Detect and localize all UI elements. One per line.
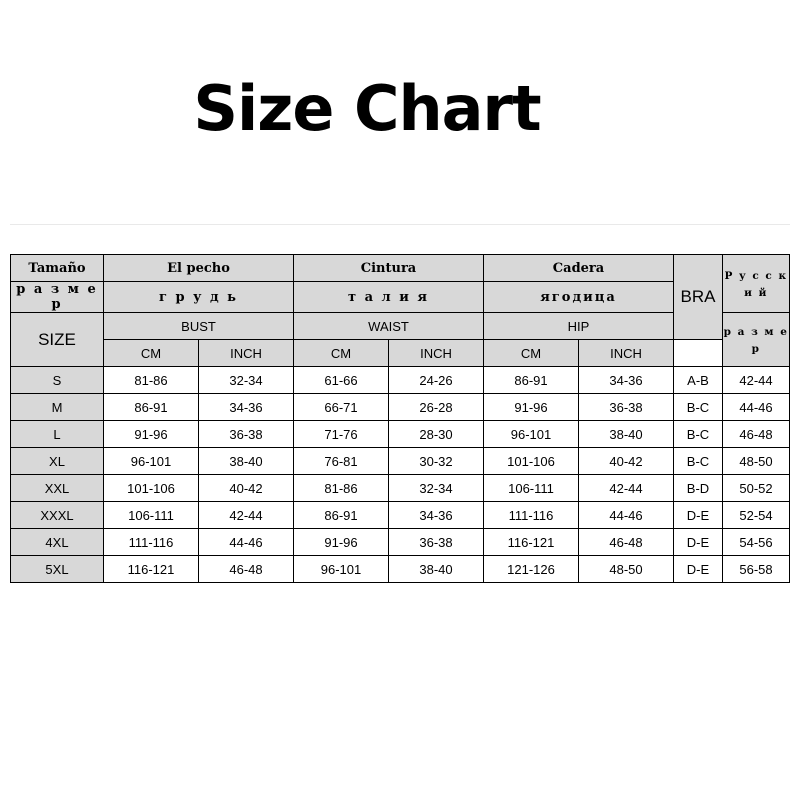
header-size-label: SIZE — [38, 329, 76, 349]
cell-size: S — [11, 367, 104, 394]
header-hip-inch: INCH — [579, 340, 674, 367]
table-row — [11, 475, 790, 502]
header-russian-title-label: P у с с к и й — [724, 270, 788, 299]
cell-bust-cm: 96-101 — [104, 448, 199, 475]
cell-bra: D-E — [674, 529, 723, 556]
cell-hip-cm: 116-121 — [484, 529, 579, 556]
cell-bust-cm: 91-96 — [104, 421, 199, 448]
table-row — [11, 394, 790, 421]
cell-bust-cm: 106-111 — [104, 502, 199, 529]
cell-waist-cm: 66-71 — [294, 394, 389, 421]
cell-hip-inch: 42-44 — [579, 475, 674, 502]
header-size-merge — [11, 313, 104, 367]
header-tamano: Tamaño — [11, 255, 104, 282]
cell-hip-cm: 106-111 — [484, 475, 579, 502]
cell-bust-cm: 86-91 — [104, 394, 199, 421]
cell-bra: A-B — [674, 367, 723, 394]
cell-waist-inch: 28-30 — [389, 421, 484, 448]
cell-waist-inch: 30-32 — [389, 448, 484, 475]
cell-hip-inch: 34-36 — [579, 367, 674, 394]
cell-rus: 54-56 — [723, 529, 790, 556]
cell-waist-cm: 76-81 — [294, 448, 389, 475]
cell-waist-cm: 96-101 — [294, 556, 389, 583]
cell-hip-cm: 101-106 — [484, 448, 579, 475]
cell-rus: 46-48 — [723, 421, 790, 448]
page-title-text: Size Chart — [193, 72, 541, 145]
cell-size: 5XL — [11, 556, 104, 583]
cell-bra: B-D — [674, 475, 723, 502]
table-row — [11, 367, 790, 394]
cell-hip-cm: 121-126 — [484, 556, 579, 583]
header-hip-cm: CM — [484, 340, 579, 367]
cell-waist-inch: 38-40 — [389, 556, 484, 583]
cell-hip-cm: 96-101 — [484, 421, 579, 448]
cell-waist-cm: 91-96 — [294, 529, 389, 556]
cell-bust-inch: 40-42 — [199, 475, 294, 502]
cell-bust-inch: 38-40 — [199, 448, 294, 475]
table-header-row-units — [11, 340, 790, 367]
cell-bra: B-C — [674, 448, 723, 475]
header-hip: HIP — [484, 313, 674, 340]
header-cintura: Cintura — [294, 255, 484, 282]
cell-rus: 48-50 — [723, 448, 790, 475]
header-divider — [10, 224, 790, 225]
cell-hip-inch: 44-46 — [579, 502, 674, 529]
cell-waist-cm: 71-76 — [294, 421, 389, 448]
cell-size: XXL — [11, 475, 104, 502]
header-yagoditsa: ягодица — [484, 282, 674, 313]
cell-size: M — [11, 394, 104, 421]
cell-bust-inch: 44-46 — [199, 529, 294, 556]
table-row — [11, 529, 790, 556]
cell-rus: 52-54 — [723, 502, 790, 529]
cell-hip-inch: 46-48 — [579, 529, 674, 556]
cell-hip-inch: 36-38 — [579, 394, 674, 421]
page-title — [0, 72, 800, 145]
cell-waist-cm: 61-66 — [294, 367, 389, 394]
header-waist-inch: INCH — [389, 340, 484, 367]
cell-bra: B-C — [674, 394, 723, 421]
cell-hip-cm: 91-96 — [484, 394, 579, 421]
cell-waist-cm: 81-86 — [294, 475, 389, 502]
cell-bust-inch: 32-34 — [199, 367, 294, 394]
cell-rus: 42-44 — [723, 367, 790, 394]
size-chart-table-wrapper — [10, 254, 790, 583]
cell-bust-inch: 46-48 — [199, 556, 294, 583]
table-header-row-spanish — [11, 255, 790, 282]
header-bust-cm: CM — [104, 340, 199, 367]
table-row — [11, 448, 790, 475]
cell-bra: D-E — [674, 556, 723, 583]
table-header-row-english — [11, 313, 790, 340]
cell-waist-inch: 26-28 — [389, 394, 484, 421]
header-razmer: р а з м е р — [11, 282, 104, 313]
cell-waist-cm: 86-91 — [294, 502, 389, 529]
header-russian-size — [723, 313, 790, 367]
cell-bust-cm: 116-121 — [104, 556, 199, 583]
header-bust-inch: INCH — [199, 340, 294, 367]
cell-bra: B-C — [674, 421, 723, 448]
header-waist-cm: CM — [294, 340, 389, 367]
header-bra-label: BRA — [680, 287, 716, 306]
header-grud: г р у д ь — [104, 282, 294, 313]
cell-size: XL — [11, 448, 104, 475]
table-row — [11, 556, 790, 583]
cell-rus: 56-58 — [723, 556, 790, 583]
table-header-row-russian — [11, 282, 790, 313]
cell-rus: 44-46 — [723, 394, 790, 421]
cell-waist-inch: 24-26 — [389, 367, 484, 394]
header-waist: WAIST — [294, 313, 484, 340]
cell-bust-inch: 34-36 — [199, 394, 294, 421]
header-bra-merge — [674, 255, 723, 340]
cell-size: L — [11, 421, 104, 448]
cell-bust-inch: 42-44 — [199, 502, 294, 529]
header-cadera: Cadera — [484, 255, 674, 282]
cell-hip-inch: 38-40 — [579, 421, 674, 448]
cell-bust-cm: 111-116 — [104, 529, 199, 556]
header-russian-size-label: р а з м е р — [723, 326, 789, 355]
table-row — [11, 502, 790, 529]
cell-bra: D-E — [674, 502, 723, 529]
cell-hip-cm: 111-116 — [484, 502, 579, 529]
cell-bust-cm: 101-106 — [104, 475, 199, 502]
header-bust: BUST — [104, 313, 294, 340]
cell-hip-cm: 86-91 — [484, 367, 579, 394]
cell-bust-inch: 36-38 — [199, 421, 294, 448]
cell-rus: 50-52 — [723, 475, 790, 502]
cell-waist-inch: 32-34 — [389, 475, 484, 502]
cell-waist-inch: 34-36 — [389, 502, 484, 529]
cell-hip-inch: 48-50 — [579, 556, 674, 583]
cell-bust-cm: 81-86 — [104, 367, 199, 394]
cell-hip-inch: 40-42 — [579, 448, 674, 475]
size-chart-table — [10, 254, 790, 583]
header-russian-title — [723, 255, 790, 313]
cell-size: XXXL — [11, 502, 104, 529]
table-row — [11, 421, 790, 448]
header-el-pecho: El pecho — [104, 255, 294, 282]
cell-size: 4XL — [11, 529, 104, 556]
cell-waist-inch: 36-38 — [389, 529, 484, 556]
header-taliya: т а л и я — [294, 282, 484, 313]
